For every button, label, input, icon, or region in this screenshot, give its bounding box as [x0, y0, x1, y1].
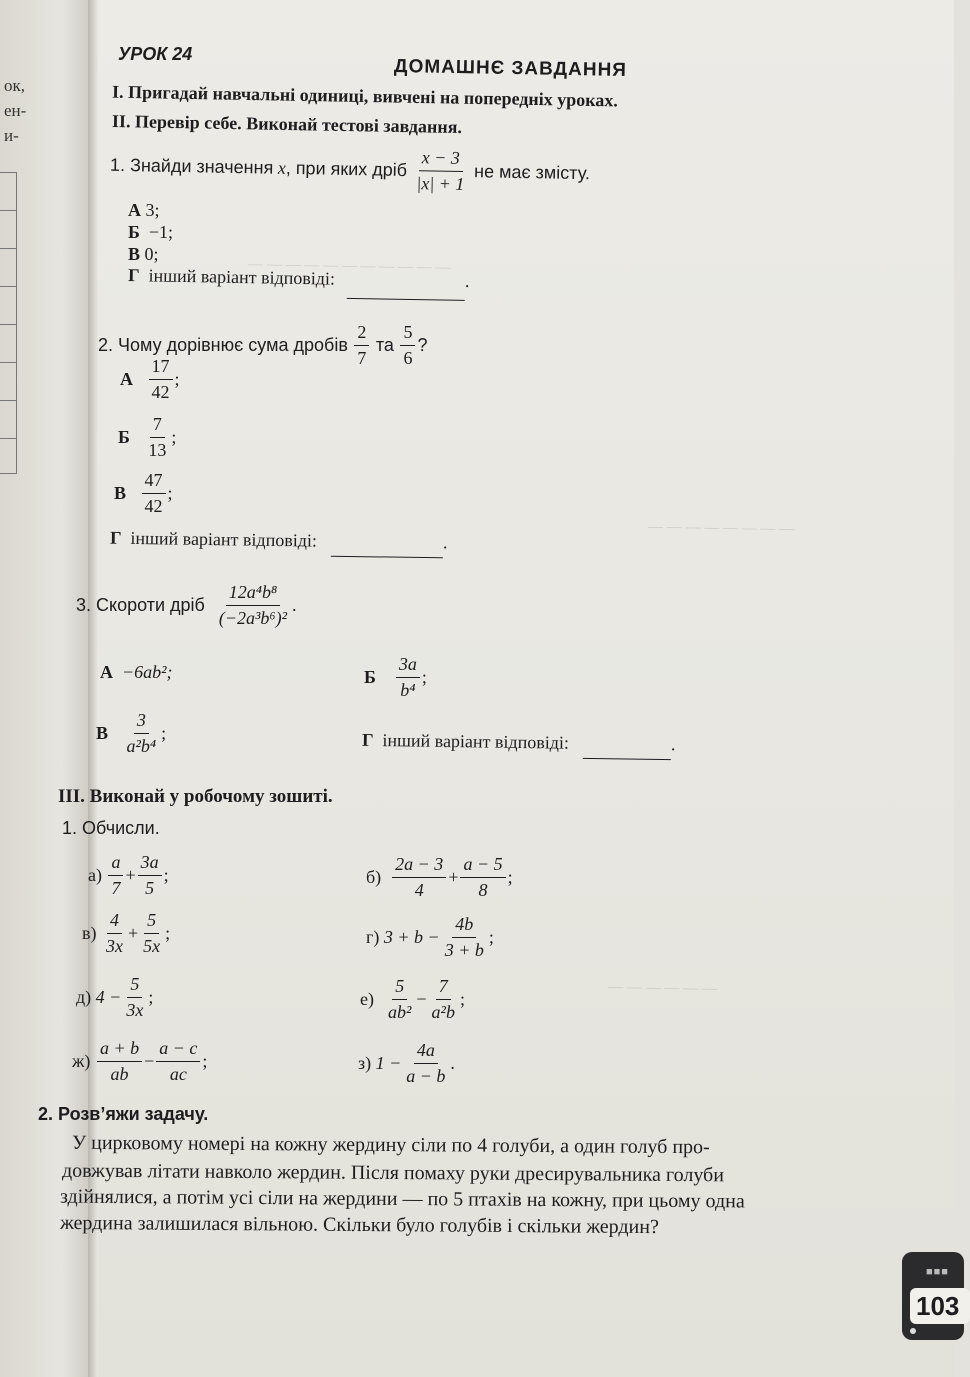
margin-fragment: ен- [4, 101, 27, 120]
exercise-a: а) $\frac{a}{7}$ + $\frac{3a}{5}$ ; [88, 852, 169, 898]
q1-option-a: А 3; [128, 200, 160, 220]
task-1-title: 1. Обчисли. [62, 818, 160, 838]
q3-fraction: $\frac{\text{12a⁴b⁸}}{\text{(−2a³b⁶)²}}$ [218, 582, 288, 628]
problem-line-4: жердина залишилася вільною. Скільки було голубів і скільки жердин? [59, 1211, 659, 1239]
exercise-g: г) 3 + b − $\frac{4b}{3 + b}$ ; [366, 914, 494, 960]
answer-blank [331, 555, 443, 559]
lesson-label: УРОК 24 [118, 44, 193, 64]
bleed-through: — — — — — — [607, 979, 717, 997]
q1-option-g: Г інший варіант відповіді: . [128, 265, 470, 301]
exercise-b: б) $\frac{2a - 3}{4}$ + $\frac{a - 5}{8}$ ; [366, 854, 513, 900]
task-2-title: 2. Розв’яжи задачу. [38, 1104, 209, 1124]
question-3: 3. Скороти дріб $\frac{\text{12a⁴b⁸}}{\text{(−2a³b⁶)²}}$ . [76, 582, 297, 628]
question-1: 1. Знайди значення x , при яких дріб $\frac{x - 3}{|x| + 1}$ не має змісту. [109, 147, 591, 194]
q2-option-g: Г інший варіант відповіді: . [110, 528, 448, 559]
q3-option-v: В $\frac{3}{\text{a²b⁴}}$ ; [96, 710, 167, 756]
answer-blank [583, 757, 671, 760]
margin-table [0, 172, 17, 474]
q3-option-a: А −6ab²; [100, 662, 173, 682]
problem-line-1: У цирковому номері на кожну жердину сіли по 4 голуби, а один голуб про- [71, 1131, 710, 1159]
badge-decoration: ■■■ [926, 1266, 949, 1278]
problem-line-3: здійнялися, а потім усі сіли на жердини — по 5 птахів на кожну, при цьому одна [59, 1185, 745, 1213]
exercise-z: з) 1 − $\frac{4a}{a - b}$ . [358, 1040, 455, 1086]
answer-blank [347, 297, 465, 301]
page-heading: ДОМАШНЄ ЗАВДАННЯ [393, 55, 628, 82]
page-number-badge [902, 1252, 964, 1340]
badge-dot [910, 1328, 916, 1334]
margin-fragment: и- [4, 126, 19, 145]
page-number: 103 [910, 1288, 970, 1324]
exercise-e: е) $\frac{5}{\text{ab²}}$ − $\frac{7}{\text{a²b}}$ ; [360, 976, 465, 1022]
bleed-through: — — — — — — — — — — — [247, 256, 451, 276]
textbook-page [38, 0, 954, 1377]
q2-option-v: В $\frac{47}{42}$ ; [114, 470, 173, 516]
problem-line-2: довжував літати навколо жердин. Після помаху руки дресирувальника голуби [61, 1159, 725, 1187]
intro-line-1: І. Пригадай навчальні одиниці, вивчені на попередніх уроках. [111, 81, 619, 111]
exercise-d: д) 4 − $\frac{5}{3x}$ ; [76, 974, 154, 1020]
q3-option-b: Б $\frac{3a}{\text{b⁴}}$ ; [364, 654, 427, 700]
bleed-through: — — — — — — — — [647, 518, 795, 538]
q1-option-v: В 0; [128, 244, 159, 264]
q2-fraction-1: $\frac{2}{7}$ [354, 322, 369, 368]
margin-fragment: ок, [4, 76, 26, 95]
intro-line-2: ІІ. Перевір себе. Виконай тестові завдання. [111, 110, 463, 138]
q1-fraction: $\frac{x - 3}{|x| + 1}$ [416, 147, 465, 194]
q2-fraction-2: $\frac{5}{6}$ [400, 322, 415, 368]
q2-option-b: Б $\frac{7}{13}$ ; [118, 414, 177, 460]
exercise-zh: ж) $\frac{a + b}{ab}$ − $\frac{a - c}{ac}$ ; [72, 1038, 208, 1084]
q3-option-g: Г інший варіант відповіді: . [362, 730, 676, 760]
section-3-heading: ІІІ. Виконай у робочому зошиті. [58, 786, 333, 807]
question-2: 2. Чому дорівнює сума дробів $\frac{2}{7}$ та $\frac{5}{6}$ ? [98, 322, 428, 368]
exercise-v: в) $\frac{4}{3x}$ + $\frac{5}{5x}$ ; [82, 910, 171, 956]
q2-option-a: А $\frac{17}{42}$ ; [120, 356, 180, 402]
q1-option-b: Б −1; [128, 222, 174, 242]
